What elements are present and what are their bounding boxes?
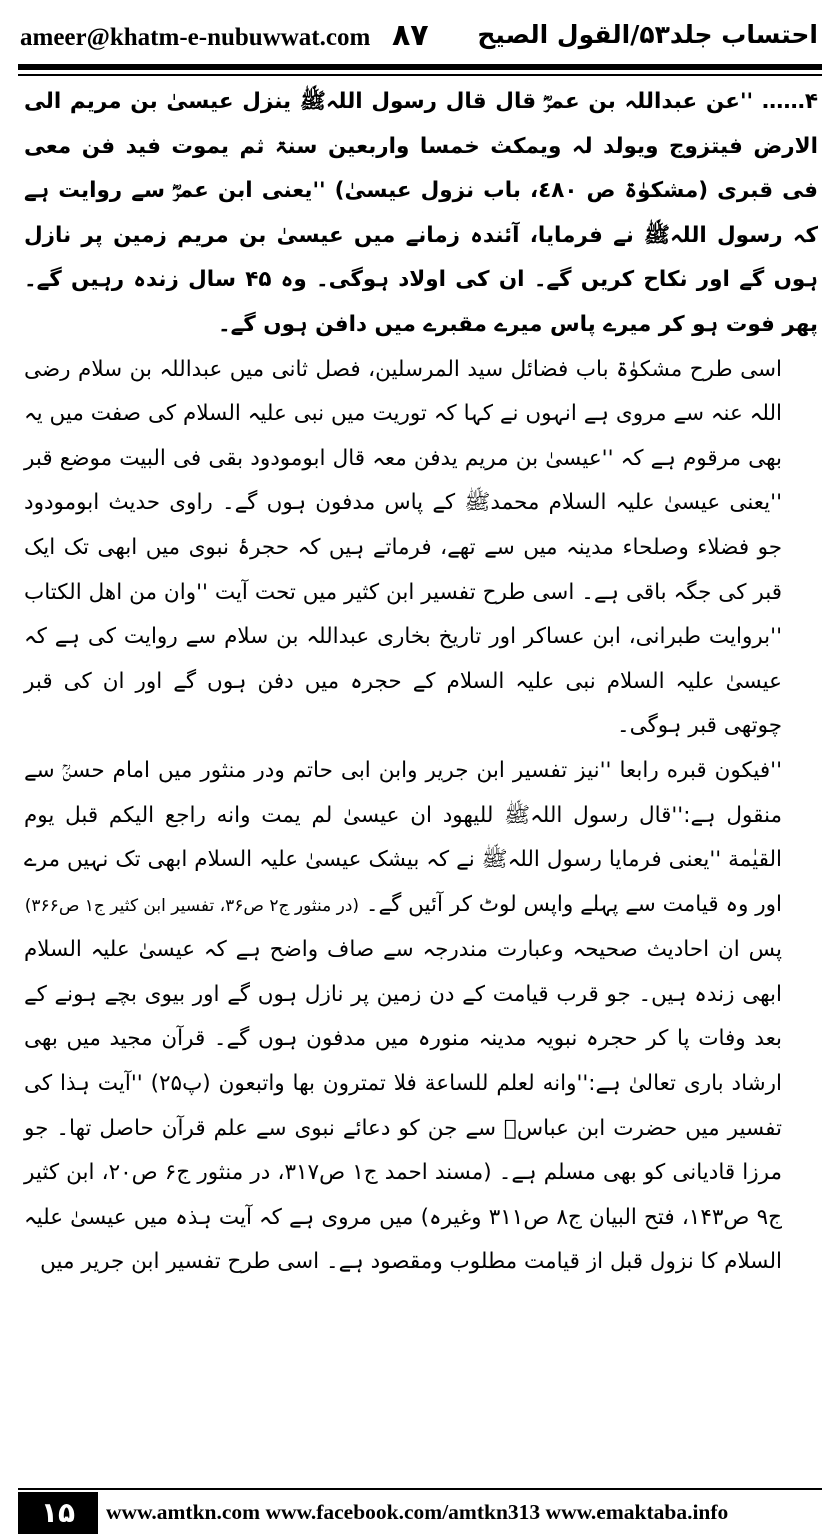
page-header [18,8,822,68]
reference-citation: (در منثور ج۲ ص۳۶، تفسیر ابن کثیر ج۱ ص۳۶۶) [24,895,360,916]
header-book-title: احتساب جلد۵۳/القول الصیح [477,20,818,49]
paragraph-conclusion: پس ان احادیث صحیحہ وعبارت مندرجہ سے صاف واضح ہے کہ عیسیٰ علیہ السلام ابھی زندہ ہیں۔ جو قرب قیامت کے دن زمین پر نازل ہوں گے اور بیوی بچے ہونے کے بعد وفات پا کر حجرہ نبویہ مدینہ منورہ میں مدفون ہوں گے۔ قرآن مجید میں بھی ارشاد باری تعالیٰ ہے:''وانه لعلم للساعة فلا تمترون بها واتبعون (پ۲۵) ''آیت ہذا کی تفسیر میں حضرت ابن عباسؓ سے جن کو دعائے نبوی سے علم قرآن حاصل تھا۔ جو مرزا قادیانی کو بھی مسلم ہے۔ (مسند احمد ج۱ ص۳۱۷، در منثور ج۶ ص۲۰، ابن کثیر ج۹ ص۱۴۳، فتح البیان ج۸ ص۳۱۱ وغیرہ) میں مروی ہے کہ آیت ہذہ میں عیسیٰ علیہ السلام کا نزول قبل از قیامت مطلوب ومقصود ہے۔ اسی طرح تفسیر ابن جریر میں [24,937,783,1275]
footer-page-badge: ۱۵ [18,1492,98,1534]
paragraph-hasan-narration [24,749,818,928]
page-body [24,80,818,1285]
footer-rule [18,1488,822,1490]
footer-website-links: www.amtkn.com www.facebook.com/amtkn313 www.emaktaba.info [106,1500,729,1524]
header-page-number: ۸۷ [392,18,429,53]
header-rule-thick [18,64,822,70]
header-rule-thin [18,74,822,76]
paragraph-abdullah-bin-salam: اسی طرح مشکوٰۃ باب فضائل سید المرسلین، فصل ثانی میں عبداللہ بن سلام رضی اللہ عنہ سے مروی ہے انہوں نے کہا کہ توریت میں نبی علیہ السلام کی صفت میں یہ بھی مرقوم ہے کہ ''عیسیٰ بن مریم یدفن معہ قال ابومودود بقی فی البیت موضع قبر ''یعنی عیسیٰ علیہ السلام محمدﷺ کے پاس مدفون ہوں گے۔ راوی حدیث ابومودود جو فضلاء وصلحاء مدینہ میں سے تھے، فرماتے ہیں کہ حجرۂ نبوی میں ابھی تک ایک قبر کی جگہ باقی ہے۔ اسی طرح تفسیر ابن کثیر میں تحت آیت ''وان من اهل الکتاب ''بروایت طبرانی، ابن عساکر اور تاریخ بخاری عبداللہ بن سلام سے روایت کی ہے کہ عیسیٰ علیہ السلام نبی علیہ السلام کے حجرہ میں دفن ہوں گے اور ان کی قبر چوتھی قبر ہوگی۔ [24,356,782,739]
paragraph-hadith-ibn-umar: ۴…… ''عن عبداللہ بن عمرؓ قال قال رسول اللہﷺ ینزل عیسیٰ بن مریم الی الارض فیتزوج ویولد لہ ویمکث خمسا واربعین سنۃ ثم یموت فید فن معی فی قبری (مشکوٰۃ ص ٤٨٠، باب نزول عیسیٰ) ''یعنی ابن عمرؓ سے روایت ہے کہ رسول اللہﷺ نے فرمایا، آئندہ زمانے میں عیسیٰ بن مریم زمین پر نازل ہوں گے اور نکاح کریں گے۔ ان کی اولاد ہوگی۔ وہ ۴۵ سال زندہ رہیں گے۔ پھر فوت ہو کر میرے پاس میرے مقبرے میں دافن ہوں گے۔ [24,89,819,337]
header-email: ameer@khatm-e-nubuwwat.com [20,24,371,51]
paragraph-hasan-text: ''فیکون قبره رابعا ''نیز تفسیر ابن جریر وابن ابی حاتم ودر منثور میں امام حسنؒ سے منقول ہے:''قال رسول اللہﷺ للیهود ان عیسیٰ لم یمت وانه راجع الیکم قبل یوم القیٰمة ''یعنی فرمایا رسول اللہﷺ نے کہ بیشک عیسیٰ علیہ السلام ابھی تک نہیں مرے اور وہ قیامت سے پہلے واپس لوٹ کر آئیں گے۔ [24,757,782,917]
